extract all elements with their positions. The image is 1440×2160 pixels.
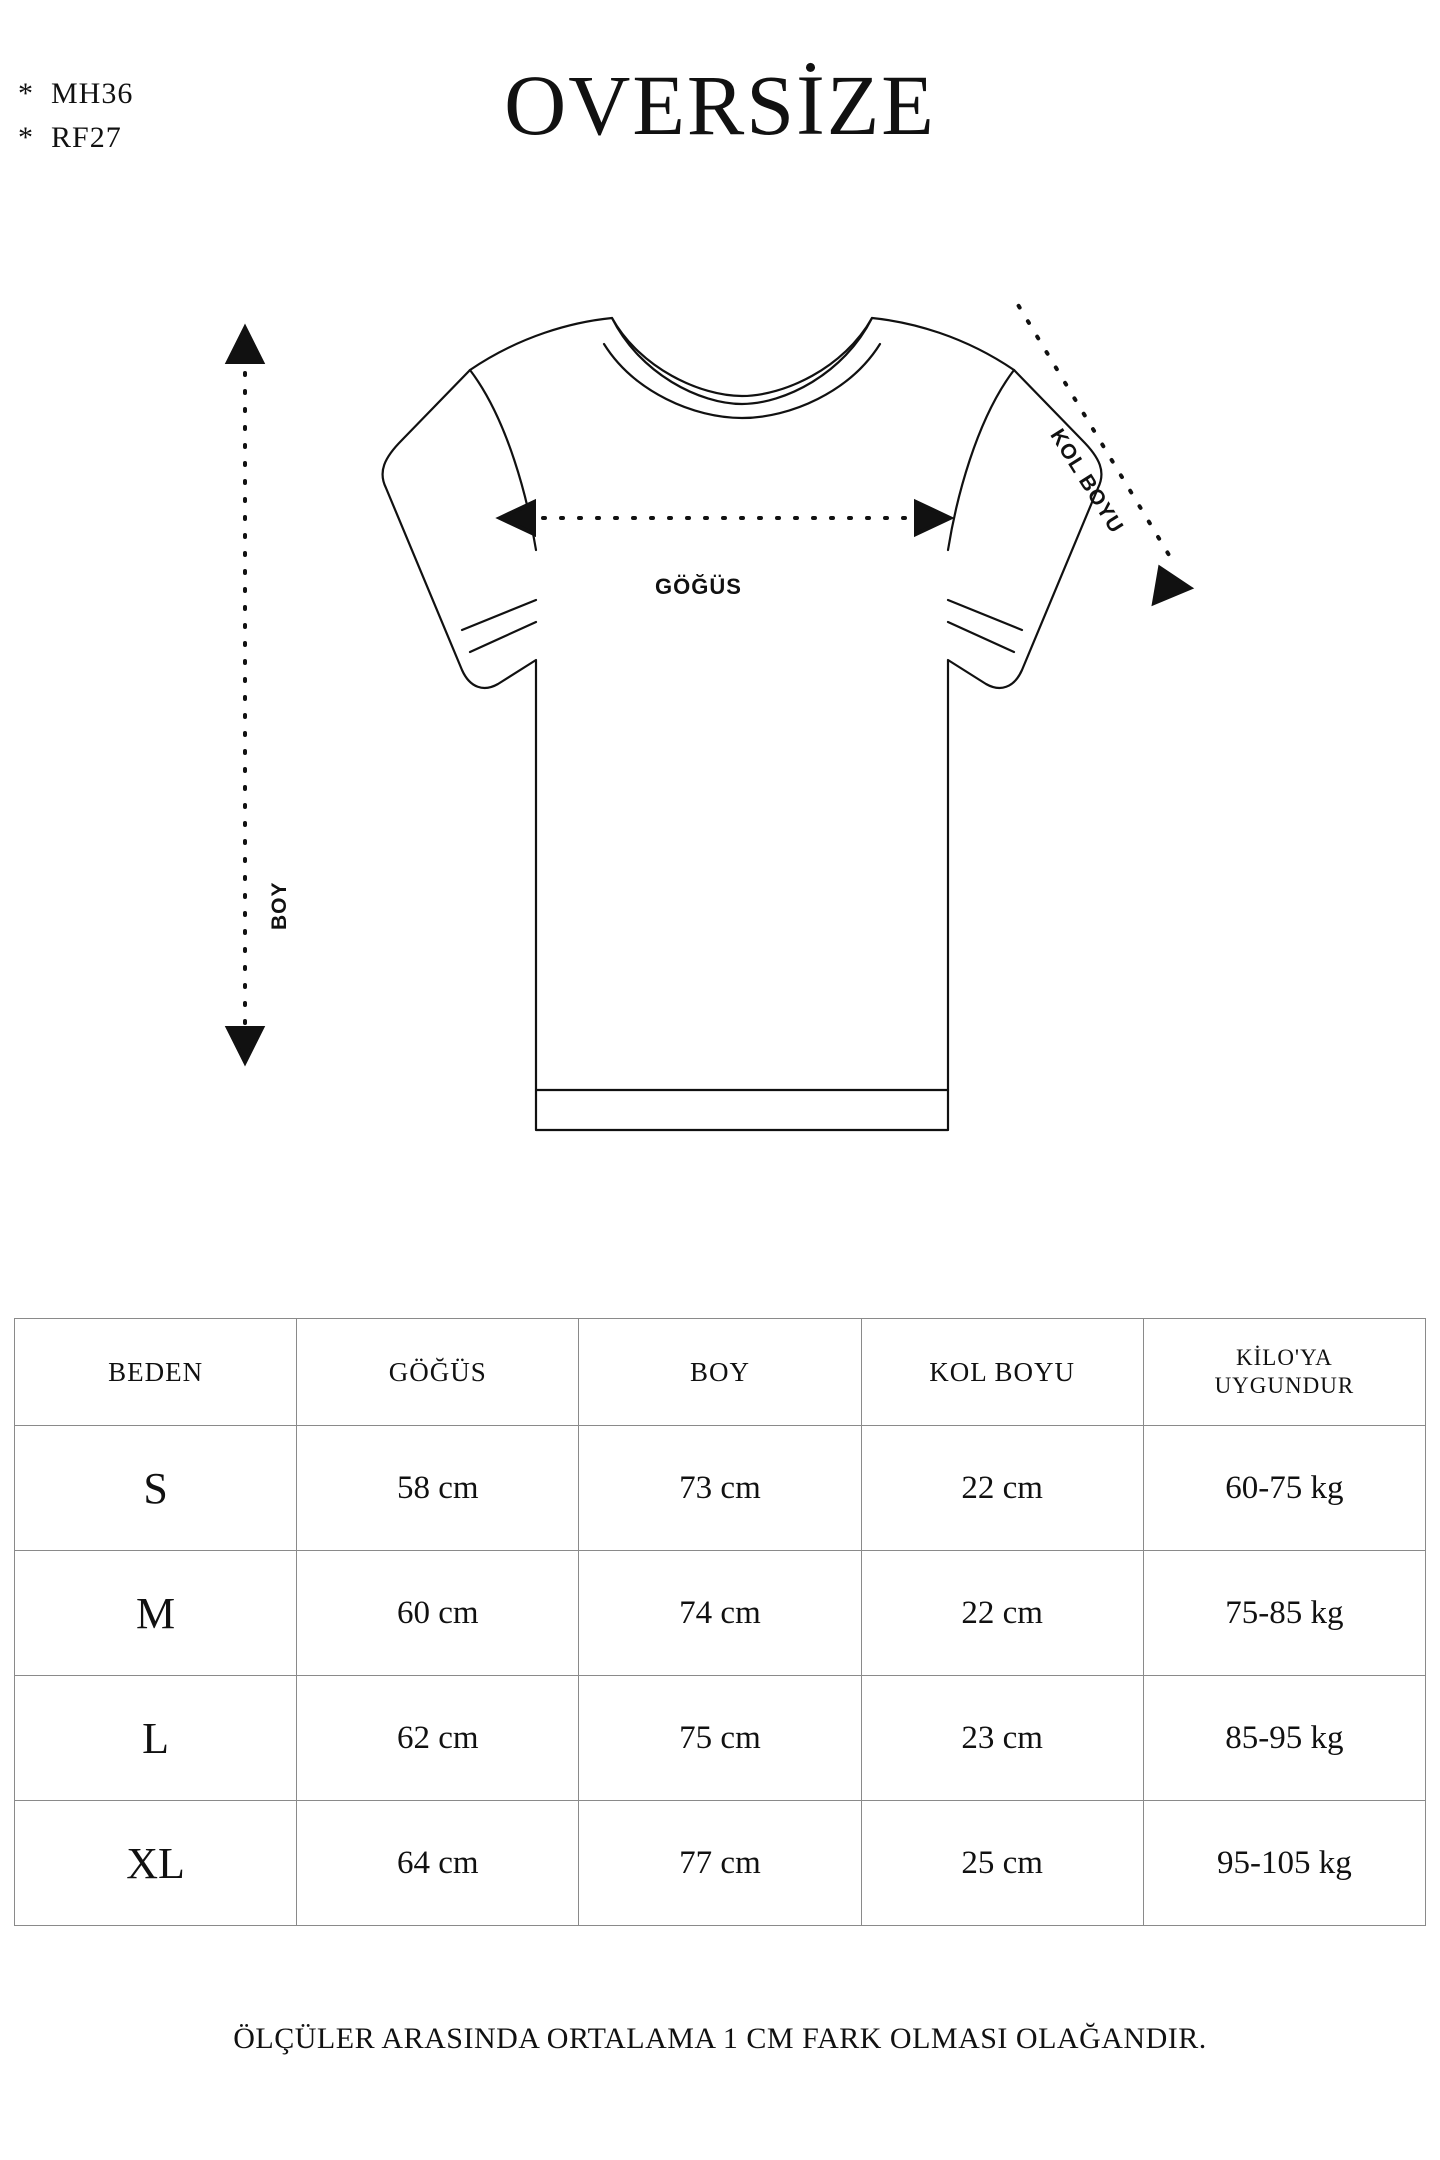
length-measure-label: BOY <box>268 881 291 930</box>
cell-beden: L <box>15 1676 297 1801</box>
cell-gogus: 62 cm <box>297 1676 579 1801</box>
measurement-note: ÖLÇÜLER ARASINDA ORTALAMA 1 CM FARK OLMASI OLAĞANDIR. <box>233 2022 1207 2055</box>
cell-kilo: 85-95 kg <box>1143 1676 1425 1801</box>
col-header-beden: BEDEN <box>15 1319 297 1426</box>
table-header-row <box>15 1319 1426 1426</box>
table-row <box>15 1676 1426 1801</box>
table-row <box>15 1426 1426 1551</box>
product-code-2: * RF27 <box>18 120 122 154</box>
page-title: OVERSİZE <box>504 57 936 153</box>
cell-kol-boyu: 22 cm <box>861 1551 1143 1676</box>
size-chart-table <box>14 1318 1426 1926</box>
col-header-kilo-line1: KİLO'YA <box>1236 1345 1333 1371</box>
cell-kol-boyu: 23 cm <box>861 1676 1143 1801</box>
col-header-boy: BOY <box>579 1319 861 1426</box>
cell-boy: 75 cm <box>579 1676 861 1801</box>
col-header-kilo <box>1143 1319 1425 1426</box>
cell-gogus: 64 cm <box>297 1801 579 1926</box>
col-header-gogus: GÖĞÜS <box>297 1319 579 1426</box>
cell-beden: XL <box>15 1801 297 1926</box>
cell-gogus: 60 cm <box>297 1551 579 1676</box>
table-header <box>15 1319 1426 1426</box>
size-table-container <box>14 1318 1426 1926</box>
cell-beden: M <box>15 1551 297 1676</box>
cell-gogus: 58 cm <box>297 1426 579 1551</box>
cell-boy: 74 cm <box>579 1551 861 1676</box>
chest-measure-label: GÖĞÜS <box>655 574 742 599</box>
sleeve-measure-label: KOL BOYU <box>1045 425 1128 538</box>
tshirt-outline-icon <box>0 300 1440 1260</box>
cell-beden: S <box>15 1426 297 1551</box>
table-body <box>15 1426 1426 1926</box>
cell-kilo: 75-85 kg <box>1143 1551 1425 1676</box>
col-header-kilo-line2: UYGUNDUR <box>1214 1373 1355 1398</box>
table-row <box>15 1801 1426 1926</box>
cell-boy: 73 cm <box>579 1426 861 1551</box>
cell-kol-boyu: 25 cm <box>861 1801 1143 1926</box>
col-header-kol-boyu: KOL BOYU <box>861 1319 1143 1426</box>
product-code-1: * MH36 <box>18 77 134 110</box>
cell-kilo: 60-75 kg <box>1143 1426 1425 1551</box>
cell-kol-boyu: 22 cm <box>861 1426 1143 1551</box>
table-row <box>15 1551 1426 1676</box>
cell-kilo: 95-105 kg <box>1143 1801 1425 1926</box>
cell-boy: 77 cm <box>579 1801 861 1926</box>
tshirt-measurement-diagram <box>0 300 1440 1260</box>
